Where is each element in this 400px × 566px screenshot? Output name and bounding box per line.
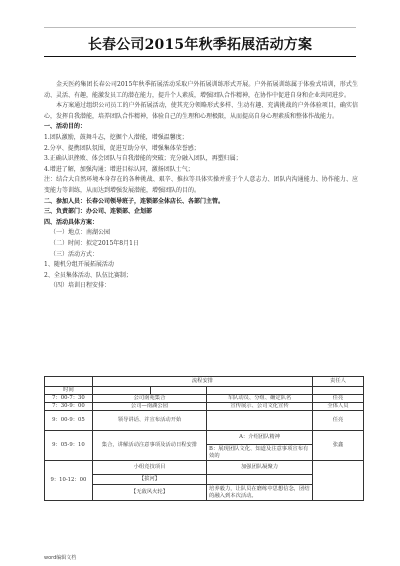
cell-detail <box>207 475 313 485</box>
goal-item-1: 1.团队激励，鼓舞斗志，挖掘个人潜能，增强温馨度； <box>44 133 188 141</box>
title-underline <box>44 56 356 57</box>
goals-note: 注：结合大自然环境本身存在的各种挑战、艰辛、推拉等具体实操并重于个人意志力、团队内沟通能力、协作能力、应变能力等训练，从而达到增强发展潜能，增强团队的目的。 <box>44 176 358 194</box>
table-row <box>45 395 364 403</box>
cell-detail: 宣传展示、公司文化宣传 <box>207 403 313 411</box>
cell-time: 9：00-9：05 <box>45 411 93 431</box>
table-row <box>45 411 364 431</box>
table-row <box>45 431 364 445</box>
cell-time: 9：05-9：10 <box>45 431 93 461</box>
plan-location: （一）地点：南湖公园 <box>50 229 111 237</box>
table-row <box>45 461 364 475</box>
cell-activity: 公司南苑集合 <box>92 395 206 403</box>
cell-activity: 【无敌风火轮】 <box>92 485 206 501</box>
cell-owner: 任亮 <box>313 411 364 431</box>
header-time <box>45 377 93 387</box>
goal-item-2: 2.分享、提携团队氛围，促进互助分享，增强集体荣誉感； <box>44 144 200 152</box>
footer-note: word编辑文档 <box>44 555 77 561</box>
schedule-table <box>44 376 364 501</box>
header-rule <box>44 27 356 28</box>
cell-detail: A：介绍团队精神 <box>207 431 313 445</box>
document-title: 长春公司2015年秋季拓展活动方案 <box>87 37 313 53</box>
cell-owner: 任亮 <box>313 395 364 403</box>
cell-detail: 培养毅力，让队员在磨练中思想信念，团结的融入到本次活动。 <box>207 485 313 501</box>
table-header-row <box>45 377 364 387</box>
cell-detail-2: B：展现团队文化、知道及注意事项宣布有效的 <box>207 445 313 461</box>
cell-activity: 小组竞技项目 <box>92 461 206 475</box>
document-body <box>44 80 358 292</box>
cell-activity: 领导讲话、并宣布活动开始 <box>92 411 206 431</box>
goal-item-4: 4.增进了解，加强沟通；增进目标认同，激扬团队士气； <box>44 165 194 173</box>
intro-paragraph-2: 本方案通过组织公司员工的户外拓展活动，使其充分领略形式多样、生动有趣、充满挑战的户外体验项目，确实信心，发挥自我潜能，培养团队合作精神，体验自己的生理和心理极限，从而提高自身心理素质和整体作战能力。 <box>44 102 358 120</box>
cell-time: 9：10-12：00 <box>45 461 93 501</box>
cell-owner <box>313 461 364 501</box>
goal-item-3: 3.正确认识挫败、体会团队与自我潜能的突破；充分融入团队，再塑归属； <box>44 155 242 163</box>
section-heading-plan: 四、活动具体方案： <box>44 218 99 226</box>
cell-activity: 公司—南湖公园 <box>92 403 206 411</box>
cell-detail <box>207 411 313 431</box>
section-heading-goals: 一、活动目的： <box>44 123 87 131</box>
header-owner: 责任人 <box>313 377 364 387</box>
cell-detail: 车队动员、分组、确定队名 <box>207 395 313 403</box>
cell-time: 时间 <box>45 387 93 395</box>
plan-method-1: 1、随机分组开展拓展活动 <box>44 261 114 269</box>
cell-detail: 加强团队凝聚力 <box>207 461 313 475</box>
cell-activity: 集合，讲解活动注意事项及活动日程安排 <box>92 431 206 461</box>
cell-activity: 【拔河】 <box>92 475 206 485</box>
section-heading-participants: 二、参加人员：长春公司领导班子，连锁部全体店长、各部门主管。 <box>44 197 225 205</box>
plan-method: （三）活动方式： <box>50 250 99 258</box>
cell-owner: 全体人员 <box>313 403 364 411</box>
cell-owner: 张鑫 <box>313 431 364 461</box>
table-row <box>45 387 364 395</box>
plan-time: （二）时间：拟定2015年8月1日 <box>50 239 139 247</box>
table-row <box>45 403 364 411</box>
section-heading-departments: 三、负责部门：办公司、连锁部、企划部 <box>44 208 153 216</box>
plan-schedule-heading: （四）培训日程安排： <box>50 282 111 290</box>
intro-paragraph-1: 金天医药集团长春公司2015年秋季拓展活动采取户外拓展训练形式开展。户外拓展训练属于体验式培训，形式生动、灵活、有趣，能激发员工的潜在能力，提升个人素质，增强团队合作精神，在协作中促进自身和企业共同进步。 <box>44 81 358 99</box>
header-process: 流程安排 <box>92 377 312 387</box>
cell-time: 7：30-9：00 <box>45 403 93 411</box>
plan-method-2: 2、全员集体活动、队伍比赛制； <box>44 271 132 279</box>
cell-time: 7：00-7：30 <box>45 395 93 403</box>
